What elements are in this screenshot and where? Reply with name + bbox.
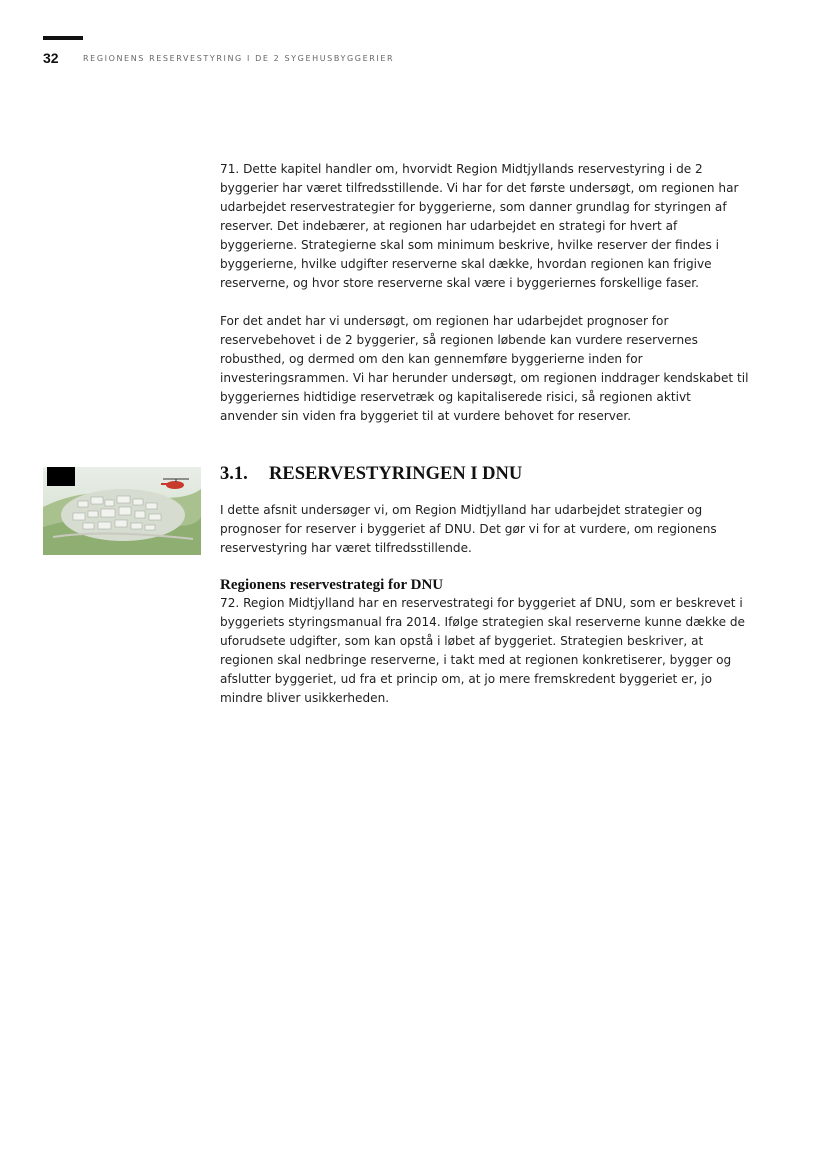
section-intro: I dette afsnit undersøger vi, om Region Midtjylland har udarbejdet strategier og prognoser for reserver i byggeriet af DNU. Det gør vi for at vurdere, om regionens reservestyring har været tilfredsstillende. — [220, 503, 717, 555]
running-header: REGIONENS RESERVESTYRING I DE 2 SYGEHUSBYGGERIER — [83, 54, 395, 63]
page-number: 32 — [43, 50, 59, 66]
section-number: 3.1. — [220, 464, 248, 484]
hospital-aerial-image — [43, 467, 201, 555]
paragraph-72: 72. Region Midtjylland har en reservestrategi for byggeriet af DNU, som er beskrevet i byggeriets styringsmanual fra 2014. Ifølge strategien skal reserverne kunne dække de uforudsete udgifter, som kan opstå i løbet af byggeriet. Strategien beskriver, at regionen skal nedbringe reserverne, i takt med at regionen konkretiserer, bygger og afslutter byggeriet, ud fra et princip om, at jo mere fremskredent byggeriet er, jo mindre bliver usikkerheden. — [220, 596, 746, 705]
paragraph-second: For det andet har vi undersøgt, om regionen har udarbejdet prognoser for reservebehovet i de 2 byggerier, så regionen løbende kan vurdere reservernes robusthed, og dermed om den kan gennemføre byggerierne inden for investeringsrammen. Vi har herunder undersøgt, om regionen inddrager kendskabet til byggeriernes hidtidige reservetræk og kapitaliserede risici, så regionen aktivt anvender sin viden fra byggeriet til at vurdere behovet for reserver. — [220, 314, 749, 423]
paragraph-71: 71. Dette kapitel handler om, hvorvidt Region Midtjyllands reservestyring i de 2 byggerier har været tilfredsstillende. Vi har for det første undersøgt, om regionen har udarbejdet reservestrategier for byggerierne, som danner grundlag for styringen af reserver. Det indebærer, at regionen har udarbejdet en strategi for hvert af byggerierne. Strategierne skal som minimum beskrive, hvilke reserver der findes i byggerierne, hvilke udgifter reserverne skal dække, hvordan regionen kan frigive reserverne, og hvor store reserverne skal være i byggeriernes forskellige faser. — [220, 162, 739, 290]
section-title: RESERVESTYRINGEN I DNU — [269, 464, 523, 484]
subheading: Regionens reservestrategi for DNU — [220, 577, 444, 593]
section-heading — [220, 464, 752, 485]
main-content — [220, 160, 752, 708]
header-rule — [43, 36, 83, 40]
